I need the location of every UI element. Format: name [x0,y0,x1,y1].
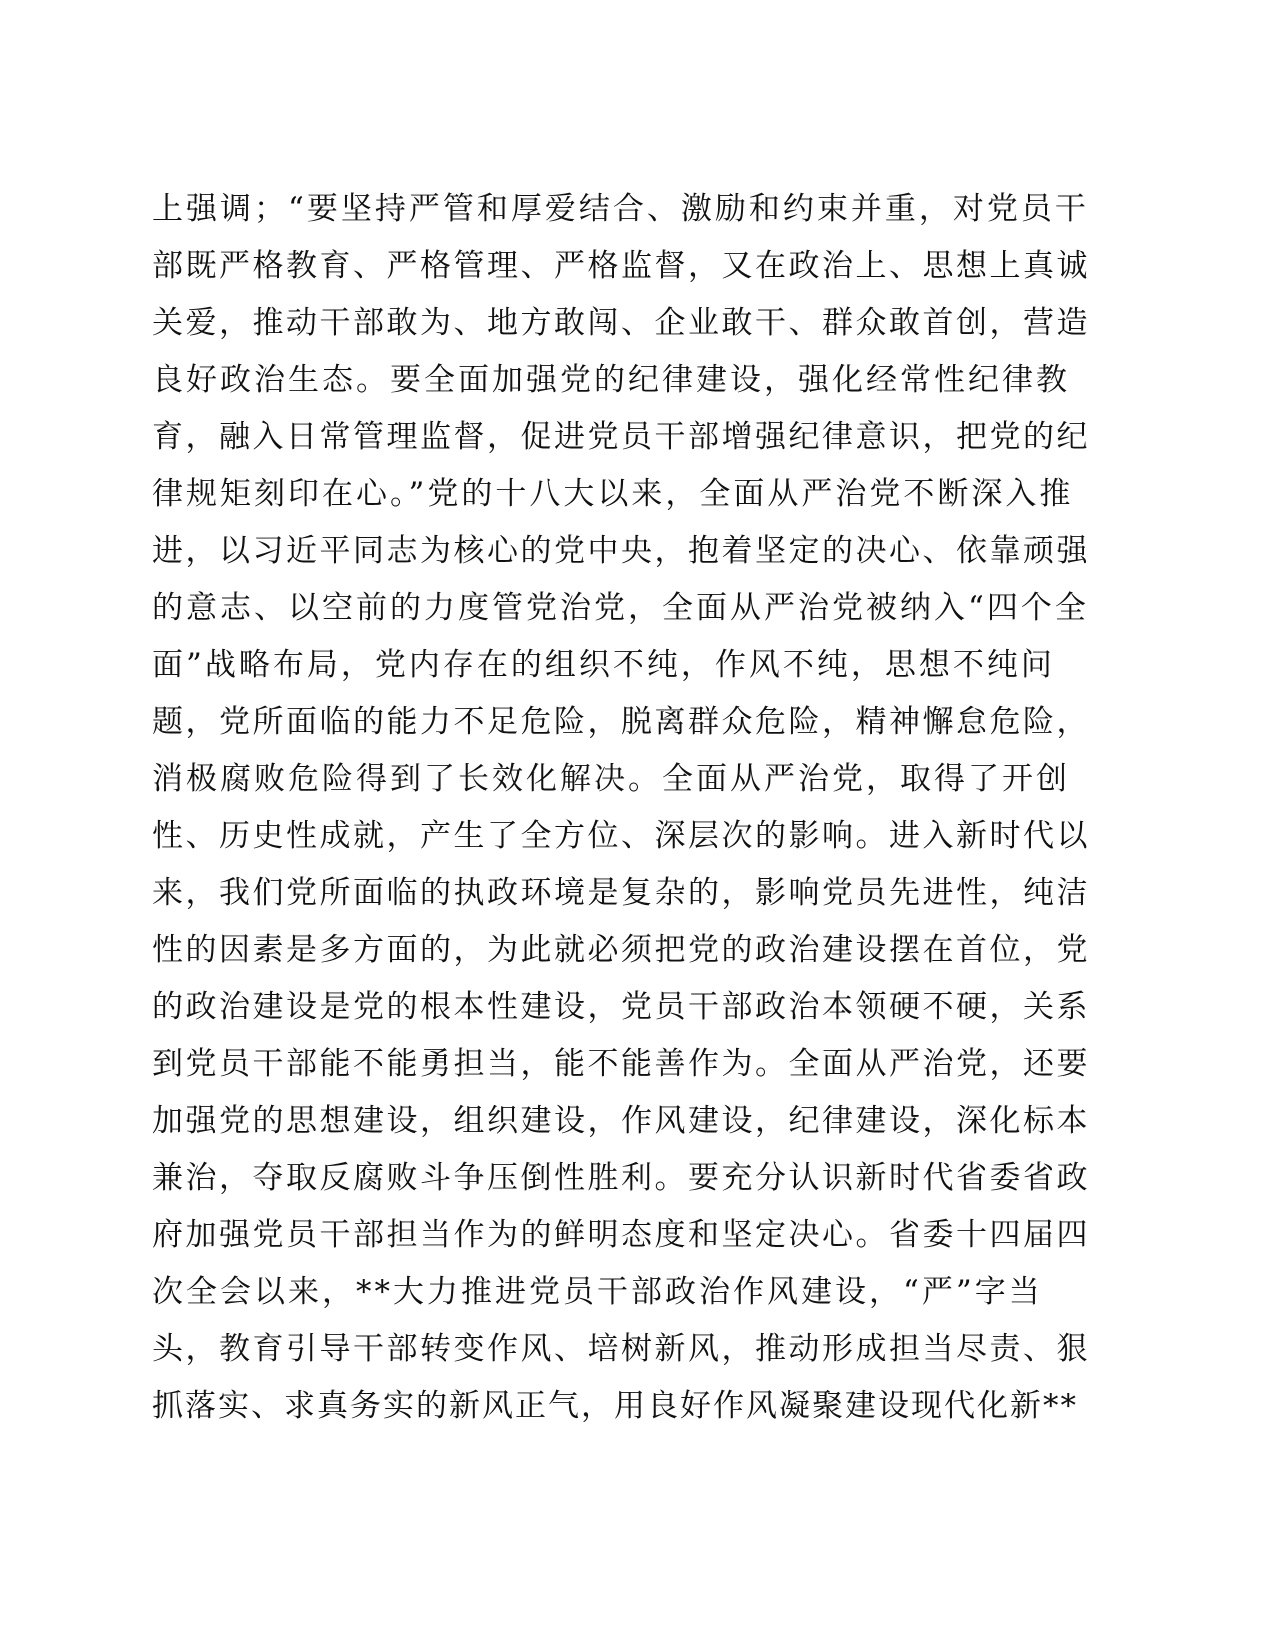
text-line: 律规矩刻印在心。”党的十八大以来，全面从严治党不断深入推 [152,476,1074,512]
text-line: 次全会以来，**大力推进党员干部政治作风建设，“严”字当 [152,1274,1043,1310]
text-line: 加强党的思想建设，组织建设，作风建设，纪律建设，深化标本 [152,1103,1090,1139]
text-line: 进，以习近平同志为核心的党中央，抱着坚定的决心、依靠顽强 [152,533,1090,569]
text-line: 府加强党员干部担当作为的鲜明态度和坚定决心。省委十四届四 [152,1217,1090,1253]
text-line: 良好政治生态。要全面加强党的纪律建设，强化经常性纪律教 [152,362,1070,398]
text-line: 面”战略布局，党内存在的组织不纯，作风不纯，思想不纯问 [152,647,1055,683]
text-line: 关爱，推动干部敢为、地方敢闯、企业敢干、群众敢首创，营造 [152,305,1090,341]
text-line: 上强调；“要坚持严管和厚爱结合、激励和约束并重，对党员干 [152,191,1089,227]
text-line: 兼治，夺取反腐败斗争压倒性胜利。要充分认识新时代省委省政 [152,1160,1090,1196]
text-line: 的政治建设是党的根本性建设，党员干部政治本领硬不硬，关系 [152,989,1090,1025]
text-line: 到党员干部能不能勇担当，能不能善作为。全面从严治党，还要 [152,1046,1090,1082]
text-line: 题，党所面临的能力不足危险，脱离群众危险，精神懈怠危险， [152,704,1090,740]
text-line: 头，教育引导干部转变作风、培树新风，推动形成担当尽责、狠 [152,1331,1090,1367]
text-line: 性、历史性成就，产生了全方位、深层次的影响。进入新时代以 [152,818,1090,854]
text-line: 来，我们党所面临的执政环境是复杂的，影响党员先进性，纯洁 [152,875,1090,911]
text-line: 消极腐败危险得到了长效化解决。全面从严治党，取得了开创 [152,761,1070,797]
text-line: 部既严格教育、严格管理、严格监督，又在政治上、思想上真诚 [152,248,1090,284]
text-line: 性的因素是多方面的，为此就必须把党的政治建设摆在首位，党 [152,932,1090,968]
body-text [152,181,1092,1435]
text-line: 抓落实、求真务实的新风正气，用良好作风凝聚建设现代化新** [152,1388,1078,1424]
text-line: 的意志、以空前的力度管党治党，全面从严治党被纳入“四个全 [152,590,1089,626]
text-line: 育，融入日常管理监督，促进党员干部增强纪律意识，把党的纪 [152,419,1090,455]
